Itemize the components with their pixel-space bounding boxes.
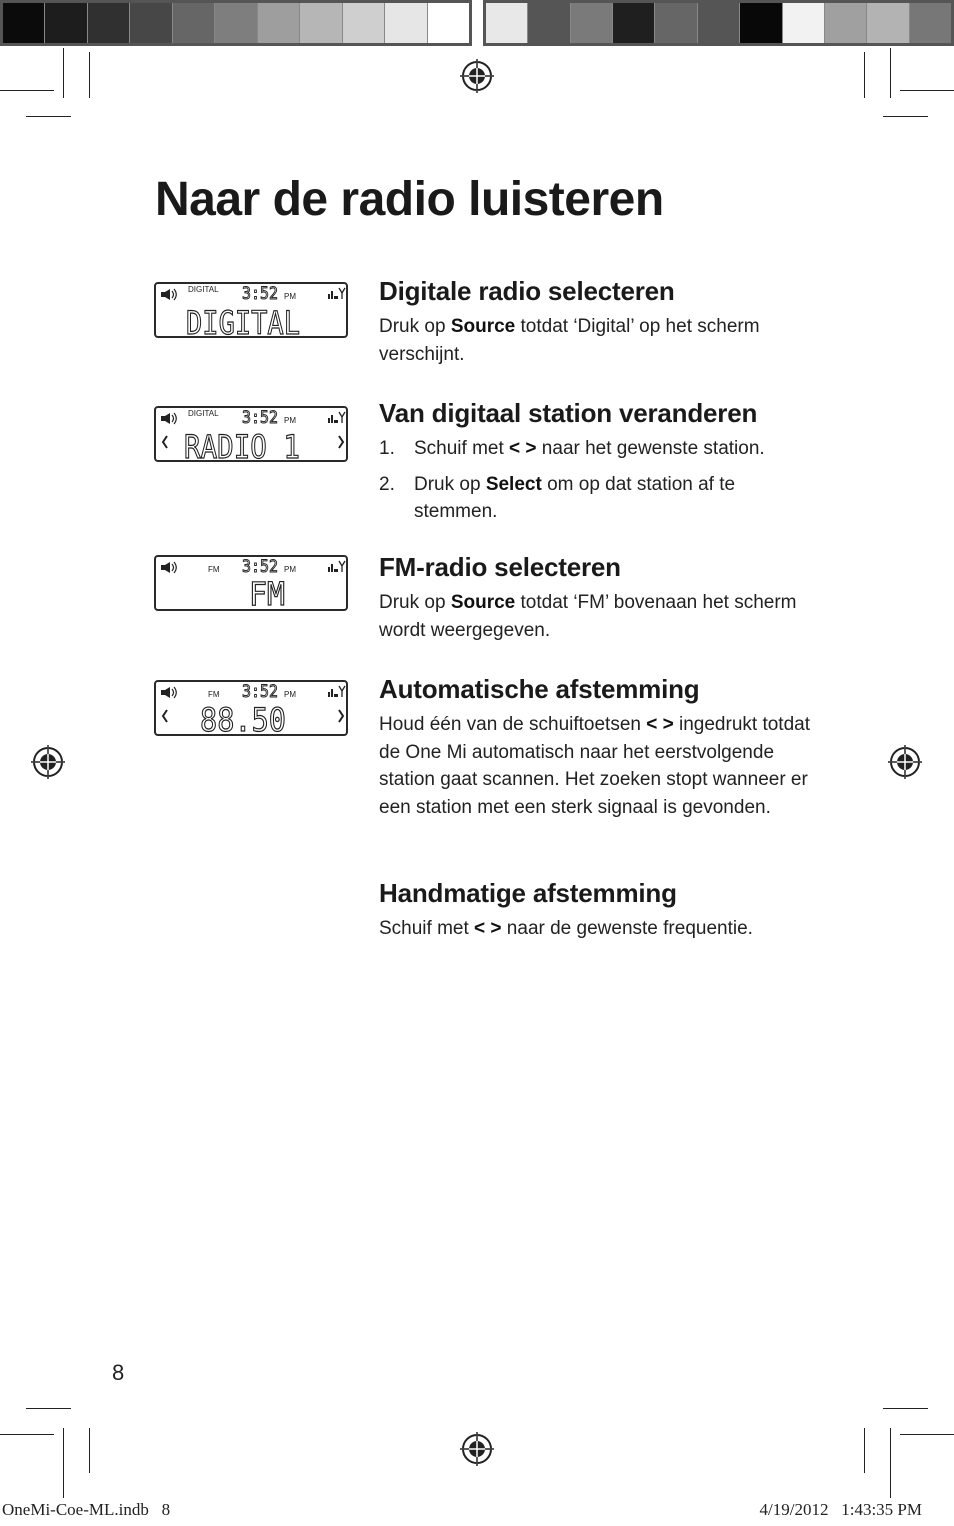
chevron-right-icon — [339, 436, 343, 448]
registration-mark-icon — [31, 745, 65, 779]
crop-mark — [63, 48, 64, 98]
color-swatch — [385, 3, 427, 43]
crop-mark — [883, 1408, 928, 1409]
lcd-mode-label: FM — [208, 690, 220, 699]
speaker-icon — [161, 687, 176, 698]
page-number: 8 — [112, 1360, 125, 1385]
color-swatch — [783, 3, 825, 43]
section-heading: Van digitaal station veranderen — [379, 398, 758, 428]
lcd-display-radio — [154, 406, 348, 462]
section-fm-radio — [379, 552, 819, 644]
color-swatch — [130, 3, 172, 43]
color-swatch — [655, 3, 697, 43]
lcd-ampm: PM — [284, 690, 296, 699]
color-swatch — [910, 3, 951, 43]
crop-mark — [883, 116, 928, 117]
color-swatch — [428, 3, 469, 43]
crop-mark — [900, 90, 954, 91]
lcd-main-text: DIGITAL — [186, 304, 300, 340]
color-swatch — [613, 3, 655, 43]
chevron-right-icon — [339, 710, 343, 722]
crop-mark — [26, 116, 71, 117]
color-swatch — [698, 3, 740, 43]
speaker-icon — [161, 413, 176, 424]
registration-mark-icon — [460, 1432, 494, 1466]
crop-mark — [89, 1428, 90, 1473]
lcd-clock: 3:52 — [242, 284, 278, 304]
section-text: Schuif met < > naar de gewenste frequentie. — [379, 918, 753, 939]
speaker-icon — [161, 562, 176, 573]
lcd-mode-label: FM — [208, 565, 220, 574]
lcd-display-digital — [154, 282, 348, 338]
registration-mark-icon — [888, 745, 922, 779]
section-text: Druk op Source totdat ‘Digital’ op het scherm verschijnt. — [379, 316, 760, 365]
lcd-ampm: PM — [284, 292, 296, 301]
color-swatch — [571, 3, 613, 43]
color-swatch — [867, 3, 909, 43]
list-item: 1. Schuif met < > naar het gewenste station. — [379, 438, 765, 459]
print-slug-date: 4/19/2012 1:43:35 PM — [759, 1500, 922, 1519]
section-change-station — [379, 398, 819, 534]
section-heading: Digitale radio selecteren — [379, 276, 675, 306]
steps-list — [379, 435, 819, 526]
crop-mark — [890, 48, 891, 98]
color-swatch — [825, 3, 867, 43]
lcd-ampm: PM — [284, 565, 296, 574]
signal-strength-icon — [328, 412, 345, 423]
crop-mark — [864, 52, 865, 98]
section-heading: Automatische afstemming — [379, 674, 700, 704]
color-bar-right — [483, 0, 954, 46]
lcd-clock: 3:52 — [242, 682, 278, 702]
crop-mark — [89, 52, 90, 98]
crop-mark — [890, 1428, 891, 1498]
crop-mark — [900, 1434, 954, 1435]
section-manual-tuning — [379, 878, 819, 943]
lcd-mode-label: DIGITAL — [188, 285, 219, 294]
print-slug-file: OneMi-Coe-ML.indb 8 — [2, 1500, 171, 1519]
section-text: Houd één van de schuiftoetsen < > ingedrukt totdat de One Mi automatisch naar het eerstvolgende station gaat scannen. Het zoeken stopt wanneer er een station met een sterk signaal is gevonden. — [379, 714, 810, 818]
lcd-display-fm — [154, 555, 348, 611]
color-swatch — [486, 3, 528, 43]
lcd-mode-label: DIGITAL — [188, 409, 219, 418]
color-swatch — [740, 3, 782, 43]
page-title: Naar de radio luisteren — [155, 173, 664, 226]
speaker-icon — [161, 289, 176, 300]
crop-mark — [63, 1428, 64, 1498]
section-digital-radio — [379, 276, 819, 368]
chevron-left-icon — [163, 436, 167, 448]
color-bar-left — [0, 0, 472, 46]
registration-mark-icon — [460, 59, 494, 93]
color-swatch — [88, 3, 130, 43]
section-heading: FM-radio selecteren — [379, 552, 621, 582]
lcd-display-frequency — [154, 680, 348, 736]
crop-mark — [26, 1408, 71, 1409]
color-swatch — [528, 3, 570, 43]
lcd-clock: 3:52 — [242, 557, 278, 577]
lcd-main-text: FM — [249, 575, 285, 613]
lcd-main-text: RADIO 1 — [184, 428, 300, 464]
color-swatch — [3, 3, 45, 43]
color-swatch — [343, 3, 385, 43]
color-swatch — [45, 3, 87, 43]
color-swatch — [173, 3, 215, 43]
color-swatch — [215, 3, 257, 43]
lcd-clock: 3:52 — [242, 408, 278, 428]
color-swatch — [258, 3, 300, 43]
crop-mark — [864, 1428, 865, 1473]
lcd-ampm: PM — [284, 416, 296, 425]
color-swatch — [300, 3, 342, 43]
section-heading: Handmatige afstemming — [379, 878, 677, 908]
crop-mark — [0, 1434, 54, 1435]
section-auto-tuning — [379, 674, 819, 821]
section-text: Druk op Source totdat ‘FM’ bovenaan het scherm wordt weergegeven. — [379, 592, 797, 641]
chevron-left-icon — [163, 710, 167, 722]
signal-strength-icon — [328, 561, 345, 572]
signal-strength-icon — [328, 288, 345, 299]
crop-mark — [0, 90, 54, 91]
signal-strength-icon — [328, 686, 345, 697]
lcd-main-text: 88.50 — [200, 701, 286, 738]
list-item: 2. Druk op Select om op dat station af te stemmen. — [379, 473, 736, 522]
